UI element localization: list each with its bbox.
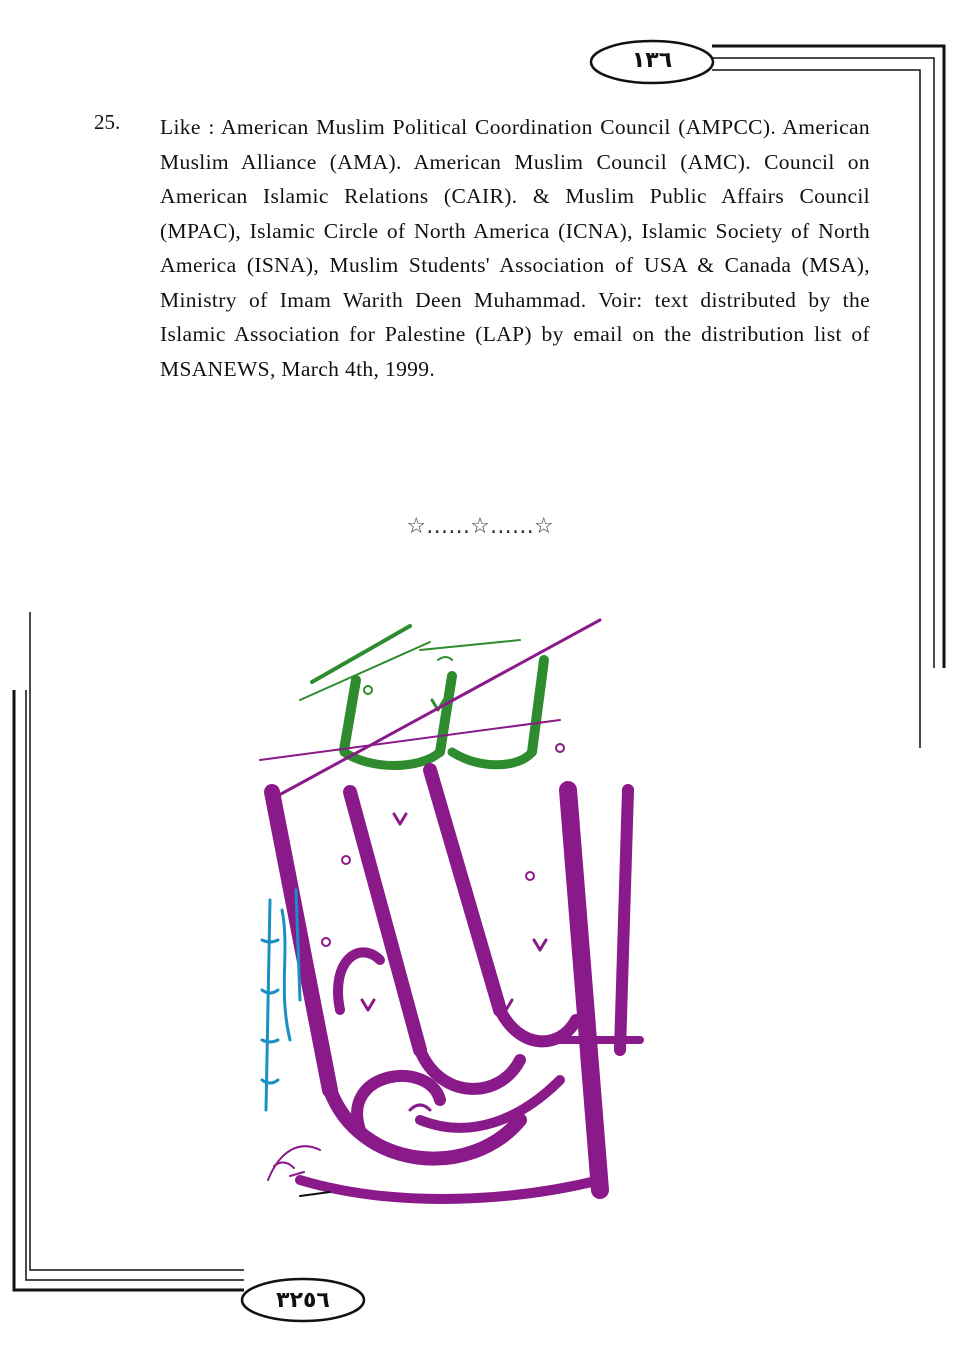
star-separator: ☆……☆……☆ (406, 514, 554, 539)
footnote-number: 25. (94, 110, 121, 134)
bottom-page-number: ٣٢٥٦ (276, 1288, 330, 1313)
footnote-text: Like : American Muslim Political Coordination Council (AMPCC). American Muslim Alliance (AMA). American Muslim Council (AMC). Council on American Islamic Relations (CAIR). & Muslim Public Affairs Council (MPAC), Islamic Circle of North America (ICNA), Islamic Society of North America (ISNA), Muslim Students' Association of USA & Canada (MSA), Ministry of Imam Warith Deen Muhammad. Voir: text distributed by the Islamic Association for Palestine (LAP) by email on the distribution list of MSANEWS, March 4th, 1999. (160, 115, 870, 381)
green-calligraphy-word (300, 626, 544, 766)
top-page-number: ١٣٦ (631, 48, 673, 73)
